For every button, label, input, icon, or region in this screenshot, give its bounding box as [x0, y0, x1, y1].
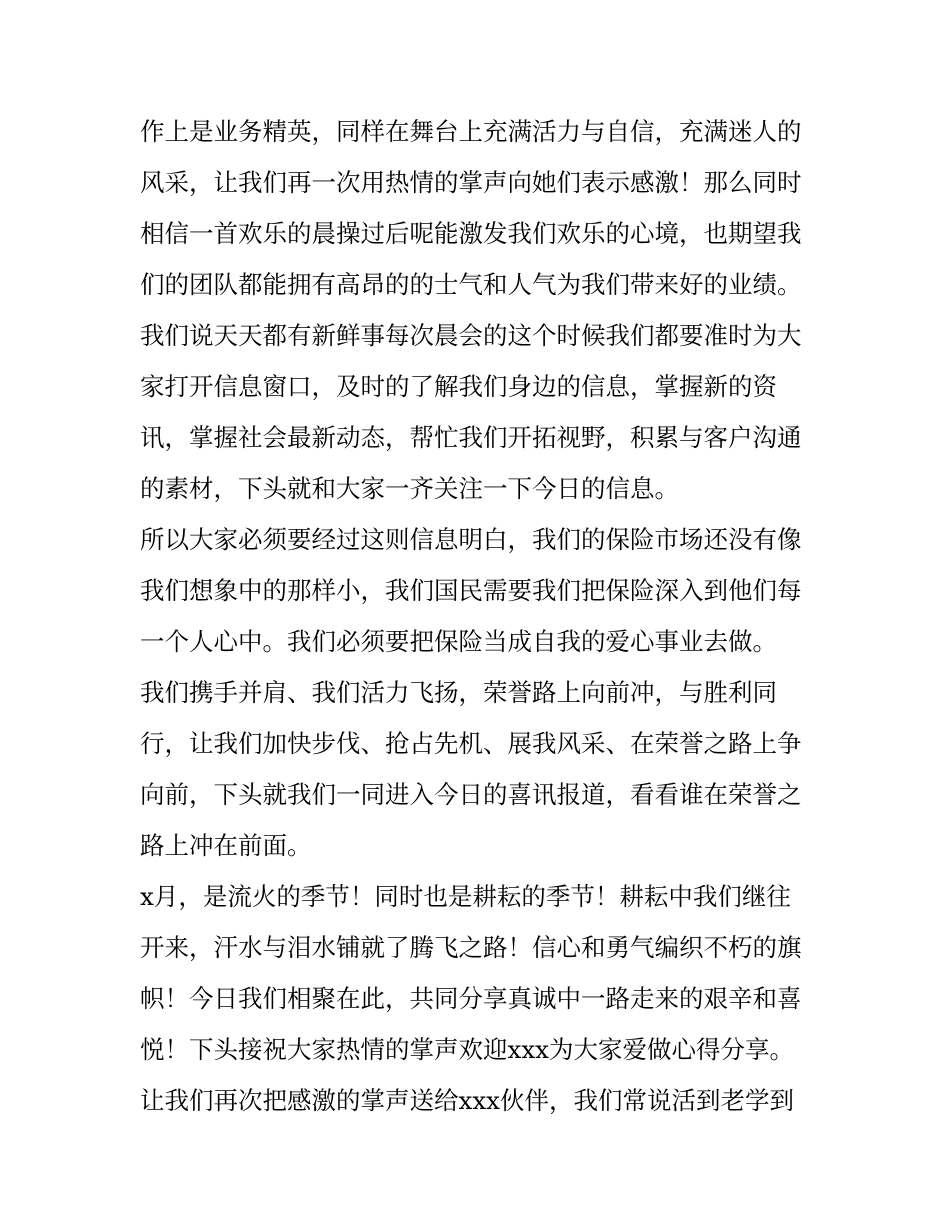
text-line: 行，让我们加快步伐、抢占先机、展我风采、在荣誉之路上争	[140, 729, 802, 758]
text-line: 的素材，下头就和大家一齐关注一下今日的信息。	[140, 474, 679, 503]
text-line: 讯，掌握社会最新动态，帮忙我们开拓视野，积累与客户沟通	[140, 423, 802, 452]
text-line: 我们携手并肩、我们活力飞扬，荣誉路上向前冲，与胜利同	[140, 678, 777, 707]
text-line: 相信一首欢乐的晨操过后呢能激发我们欢乐的心境，也期望我	[140, 219, 802, 248]
text-line: 悦！下头接祝大家热情的掌声欢迎xxx为大家爱做心得分享。	[140, 1035, 794, 1064]
text-line: 向前，下头就我们一同进入今日的喜讯报道，看看谁在荣誉之	[140, 780, 802, 809]
text-line: 风采，让我们再一次用热情的掌声向她们表示感激！那么同时	[140, 168, 802, 197]
text-line: 家打开信息窗口，及时的了解我们身边的信息，掌握新的资	[140, 372, 777, 401]
document-body	[140, 106, 820, 1126]
text-line: 所以大家必须要经过这则信息明白，我们的保险市场还没有像	[140, 525, 802, 554]
text-line: 我们说天天都有新鲜事每次晨会的这个时候我们都要准时为大	[140, 321, 802, 350]
text-line: 们的团队都能拥有高昂的的士气和人气为我们带来好的业绩。	[140, 270, 802, 299]
text-line: 作上是业务精英，同样在舞台上充满活力与自信，充满迷人的	[140, 117, 802, 146]
text-line: 帜！今日我们相聚在此，共同分享真诚中一路走来的艰辛和喜	[140, 984, 802, 1013]
text-line: x月，是流火的季节！同时也是耕耘的季节！耕耘中我们继往	[140, 882, 791, 911]
text-line: 开来，汗水与泪水铺就了腾飞之路！信心和勇气编织不朽的旗	[140, 933, 802, 962]
text-line: 一个人心中。我们必须要把保险当成自我的爱心事业去做。	[140, 627, 777, 656]
text-line: 路上冲在前面。	[140, 831, 312, 860]
text-line: 我们想象中的那样小，我们国民需要我们把保险深入到他们每	[140, 576, 802, 605]
text-line: 让我们再次把感激的掌声送给xxx伙伴，我们常说活到老学到	[140, 1086, 794, 1115]
